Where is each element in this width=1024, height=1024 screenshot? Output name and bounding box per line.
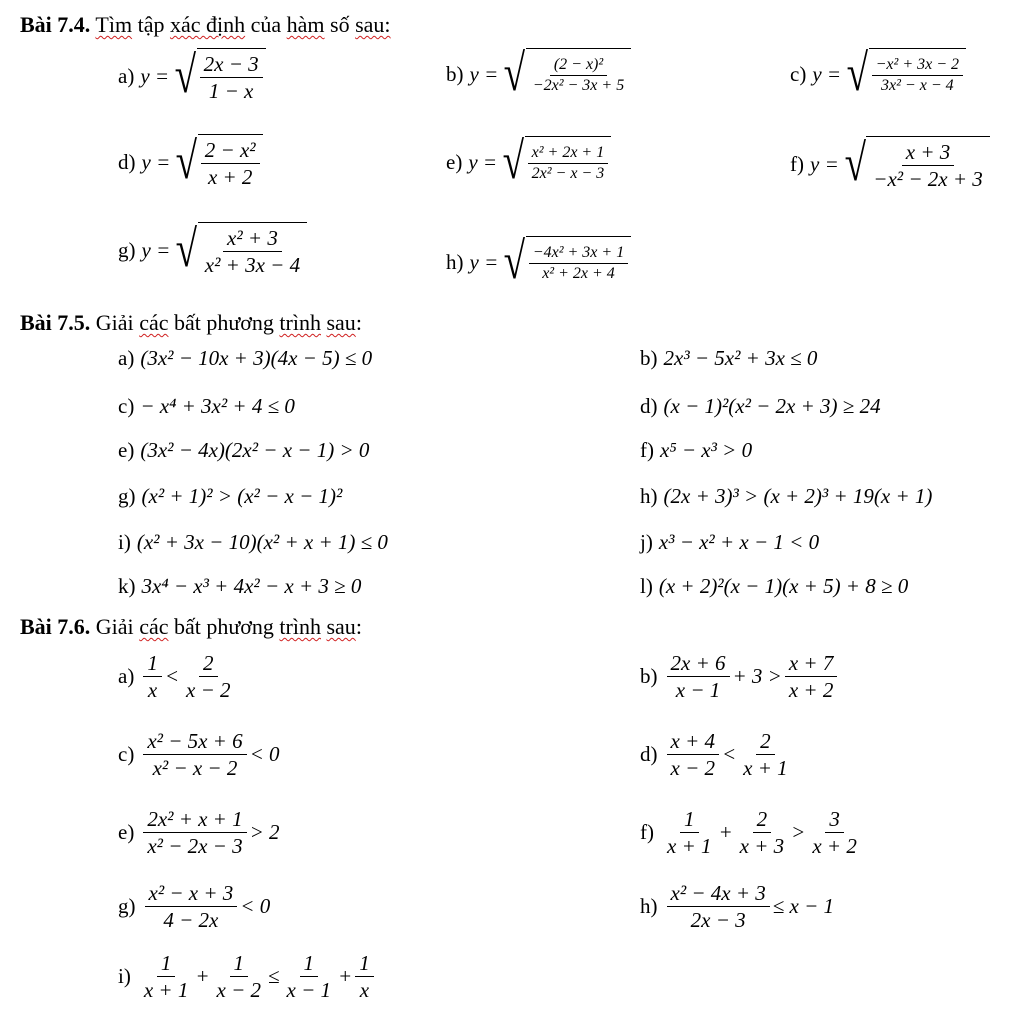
fraction xyxy=(355,950,374,1004)
square-root: √ $\frac{\text{2 − x²}}{x + 2}$ xyxy=(172,134,262,191)
numerator: x² − 4x + 3 xyxy=(667,880,770,907)
equation-lhs: y = xyxy=(469,61,499,86)
exercise-7-5-d xyxy=(640,394,881,419)
exercise-7-4-heading xyxy=(20,12,391,38)
square-root: √ $\frac{x + 3}{\text{−x² − 2x + 3}}$ xyxy=(841,136,990,193)
exercise-7-5-e xyxy=(118,438,369,463)
heading-word: bất phương xyxy=(173,614,274,639)
denominator: x − 1 xyxy=(675,678,721,703)
exercise-7-5-l xyxy=(640,574,908,599)
heading-word: sau xyxy=(326,614,356,639)
item-label: b) xyxy=(446,61,464,86)
fraction xyxy=(667,880,770,934)
exercise-7-4-e xyxy=(446,133,611,190)
heading-word: các xyxy=(139,310,169,335)
fraction xyxy=(872,55,963,96)
heading-word: hàm xyxy=(286,12,325,37)
exercise-7-4-number: Bài 7.4. xyxy=(20,12,91,37)
denominator: x² − x − 2 xyxy=(152,756,238,781)
item-label: b) xyxy=(640,346,658,370)
denominator: x − 2 xyxy=(186,678,231,703)
exercise-7-6-i xyxy=(118,950,377,1004)
numerator: 1 xyxy=(157,950,176,977)
square-root: √ $\frac{\text{−4x² + 3x + 1}}{\text{x² + 2x + 4}}$ xyxy=(500,236,631,288)
exercise-7-5-g xyxy=(118,484,342,509)
numerator: 1 xyxy=(300,950,319,977)
heading-word: trình xyxy=(279,310,321,335)
square-root: √ $\frac{\text{x² + 2x + 1}}{\text{2x² − x − 3}}$ xyxy=(499,136,611,188)
heading-colon: : xyxy=(355,614,362,639)
exercise-7-5-b xyxy=(640,346,817,371)
exercise-7-6-number: Bài 7.6. xyxy=(20,614,91,639)
operator: < xyxy=(722,742,737,767)
item-label: e) xyxy=(446,149,463,174)
exercise-7-5-j xyxy=(640,530,819,555)
denominator: x + 2 xyxy=(788,678,834,703)
square-root: √ $\frac{\text{−x² + 3x − 2}}{\text{3x² − x − 4}}$ xyxy=(843,48,966,100)
exercise-7-4-h xyxy=(446,233,631,290)
operator: ≤ x − 1 xyxy=(772,894,835,919)
exercise-7-4-f xyxy=(790,136,990,193)
item-label: f) xyxy=(640,820,654,845)
operator: < 0 xyxy=(240,894,271,919)
denominator: x + 1 xyxy=(143,978,189,1003)
equation-lhs: y = xyxy=(140,63,170,88)
exercise-7-6-h xyxy=(640,880,834,934)
inequality: (x + 2)²(x − 1)(x + 5) + 8 ≥ 0 xyxy=(658,574,909,598)
numerator: 1 xyxy=(230,950,249,977)
denominator: x² − 2x − 3 xyxy=(147,834,243,859)
denominator: x + 2 xyxy=(812,834,857,859)
denominator: 4 − 2x xyxy=(163,908,219,933)
heading-word: tập xyxy=(137,12,165,37)
item-label: h) xyxy=(640,894,658,919)
denominator: x − 2 xyxy=(670,756,715,781)
fraction xyxy=(785,650,838,704)
fraction xyxy=(667,650,730,704)
operator: + xyxy=(195,964,210,989)
numerator: x² − x + 3 xyxy=(145,880,238,907)
item-label: h) xyxy=(640,484,658,508)
item-label: c) xyxy=(118,742,135,767)
denominator: −2x² − 3x + 5 xyxy=(532,77,625,94)
numerator: x + 4 xyxy=(667,728,720,755)
inequality: 3x⁴ − x³ + 4x² − x + 3 ≥ 0 xyxy=(141,574,362,598)
exercise-7-6-e xyxy=(118,806,280,860)
exercise-7-6-g xyxy=(118,880,270,934)
operator: > 2 xyxy=(249,820,280,845)
numerator: (2 − x)² xyxy=(550,55,607,76)
item-label: g) xyxy=(118,484,136,508)
denominator: x + 1 xyxy=(743,756,788,781)
fraction xyxy=(201,225,304,279)
numerator: 2x − 3 xyxy=(200,51,263,78)
square-root: √ $\frac{\text{x² + 3}}{\text{x² + 3x − 4}}$ xyxy=(172,222,307,279)
item-label: j) xyxy=(640,530,653,554)
fraction xyxy=(143,728,246,782)
fraction xyxy=(529,243,628,284)
exercise-7-5-heading xyxy=(20,310,362,336)
denominator: x − 2 xyxy=(216,978,261,1003)
exercise-7-6-heading xyxy=(20,614,362,640)
fraction xyxy=(528,143,609,184)
item-label: g) xyxy=(118,894,136,919)
inequality: (x² + 1)² > (x² − x − 1)² xyxy=(141,484,343,508)
item-label: f) xyxy=(790,151,804,176)
fraction xyxy=(182,650,235,704)
numerator: 2x + 6 xyxy=(667,650,730,677)
item-label: k) xyxy=(118,574,136,598)
numerator: 1 xyxy=(143,650,162,677)
fraction xyxy=(739,728,792,782)
operator: ≤ xyxy=(268,964,280,989)
inequality: (3x² − 10x + 3)(4x − 5) ≤ 0 xyxy=(140,346,373,370)
item-label: i) xyxy=(118,530,131,554)
exercise-7-6-f xyxy=(640,806,864,860)
heading-word: của xyxy=(250,12,282,37)
inequality: (3x² − 4x)(2x² − x − 1) > 0 xyxy=(140,438,370,462)
heading-word: sau: xyxy=(355,12,391,37)
numerator: 1 xyxy=(355,950,374,977)
fraction xyxy=(736,806,789,860)
heading-word: Tìm xyxy=(95,12,133,37)
exercise-7-5-h xyxy=(640,484,932,509)
item-label: b) xyxy=(640,664,658,689)
operator: + 3 > xyxy=(732,664,782,689)
heading-colon: : xyxy=(355,310,362,335)
denominator: 1 − x xyxy=(208,79,254,104)
item-label: c) xyxy=(118,394,135,418)
exercise-7-5-f xyxy=(640,438,752,463)
heading-word: trình xyxy=(279,614,321,639)
fraction xyxy=(663,806,716,860)
item-label: i) xyxy=(118,964,131,989)
heading-word: Giải xyxy=(95,614,134,639)
denominator: x + 2 xyxy=(207,165,253,190)
item-label: c) xyxy=(790,61,807,86)
numerator: x + 3 xyxy=(902,139,955,166)
heading-word: sau xyxy=(326,310,356,335)
operator: < 0 xyxy=(249,742,280,767)
denominator: −x² − 2x + 3 xyxy=(873,167,983,192)
inequality: − x⁴ + 3x² + 4 ≤ 0 xyxy=(140,394,295,418)
inequality: (2x + 3)³ > (x + 2)³ + 19(x + 1) xyxy=(663,484,933,508)
fraction xyxy=(143,806,246,860)
denominator: x xyxy=(147,678,158,703)
inequality: x⁵ − x³ > 0 xyxy=(660,438,753,462)
exercise-7-4-a xyxy=(118,48,266,105)
operator: < xyxy=(164,664,179,689)
exercise-7-6-b xyxy=(640,650,840,704)
numerator: −4x² + 3x + 1 xyxy=(529,243,628,264)
exercise-7-5-number: Bài 7.5. xyxy=(20,310,91,335)
item-label: a) xyxy=(118,63,135,88)
square-root: √ $\frac{2x - 3}{1 - x}$ xyxy=(171,48,266,105)
item-label: e) xyxy=(118,820,135,845)
fraction xyxy=(869,139,986,193)
fraction xyxy=(145,880,238,934)
exercise-7-4-d xyxy=(118,134,263,191)
fraction xyxy=(283,950,336,1004)
item-label: e) xyxy=(118,438,135,462)
fraction xyxy=(667,728,720,782)
denominator: 2x² − x − 3 xyxy=(531,165,605,182)
denominator: x xyxy=(359,978,370,1003)
numerator: x² + 3 xyxy=(223,225,282,252)
numerator: 3 xyxy=(825,806,844,833)
heading-word: Giải xyxy=(95,310,134,335)
equation-lhs: y = xyxy=(812,61,842,86)
heading-word: xác định xyxy=(169,12,246,37)
exercise-7-6-d xyxy=(640,728,795,782)
item-label: d) xyxy=(118,149,136,174)
heading-word: số xyxy=(330,12,350,37)
numerator: x + 7 xyxy=(785,650,838,677)
equation-lhs: y = xyxy=(468,149,498,174)
fraction xyxy=(213,950,266,1004)
fraction xyxy=(143,650,162,704)
operator: + xyxy=(718,820,733,845)
numerator: 2x² + x + 1 xyxy=(143,806,246,833)
numerator: x² − 5x + 6 xyxy=(143,728,246,755)
numerator: 2 xyxy=(753,806,772,833)
denominator: x + 1 xyxy=(667,834,712,859)
inequality: x³ − x² + x − 1 < 0 xyxy=(658,530,820,554)
exercise-7-4-c xyxy=(790,45,966,102)
exercise-7-6-c xyxy=(118,728,280,782)
numerator: x² + 2x + 1 xyxy=(528,143,609,164)
heading-word: bất phương xyxy=(173,310,274,335)
numerator: −x² + 3x − 2 xyxy=(872,55,963,76)
numerator: 2 xyxy=(756,728,775,755)
square-root: √ $\frac{\text{(2 − x)²}}{\text{−2x² − 3x + 5}}$ xyxy=(500,48,631,100)
item-label: a) xyxy=(118,346,135,370)
denominator: x − 1 xyxy=(286,978,332,1003)
fraction xyxy=(529,55,628,96)
numerator: 1 xyxy=(680,806,699,833)
equation-lhs: y = xyxy=(141,149,171,174)
inequality: (x − 1)²(x² − 2x + 3) ≥ 24 xyxy=(663,394,881,418)
denominator: 3x² − x − 4 xyxy=(881,77,954,94)
equation-lhs: y = xyxy=(810,151,839,176)
exercise-7-5-a xyxy=(118,346,372,371)
numerator: 2 xyxy=(199,650,218,677)
operator: > xyxy=(791,820,806,845)
item-label: l) xyxy=(640,574,653,598)
denominator: x² + 2x + 4 xyxy=(542,265,615,282)
fraction xyxy=(201,137,260,191)
fraction xyxy=(808,806,861,860)
item-label: g) xyxy=(118,237,136,262)
denominator: 2x − 3 xyxy=(690,908,746,933)
exercise-7-6-a xyxy=(118,650,238,704)
denominator: x² + 3x − 4 xyxy=(204,253,301,278)
equation-lhs: y = xyxy=(469,249,499,274)
inequality: (x² + 3x − 10)(x² + x + 1) ≤ 0 xyxy=(136,530,388,554)
item-label: a) xyxy=(118,664,135,689)
denominator: x + 3 xyxy=(739,834,785,859)
item-label: h) xyxy=(446,249,464,274)
item-label: d) xyxy=(640,394,658,418)
fraction xyxy=(200,51,263,105)
fraction xyxy=(140,950,193,1004)
item-label: d) xyxy=(640,742,658,767)
equation-lhs: y = xyxy=(141,237,171,262)
exercise-7-5-k xyxy=(118,574,361,599)
inequality: 2x³ − 5x² + 3x ≤ 0 xyxy=(663,346,818,370)
numerator: 2 − x² xyxy=(201,137,260,164)
exercise-7-4-g xyxy=(118,222,307,279)
item-label: f) xyxy=(640,438,654,462)
exercise-7-5-c xyxy=(118,394,295,419)
exercise-7-4-b xyxy=(446,45,631,102)
operator: + xyxy=(338,964,353,989)
exercise-7-5-i xyxy=(118,530,388,555)
heading-word: các xyxy=(139,614,169,639)
